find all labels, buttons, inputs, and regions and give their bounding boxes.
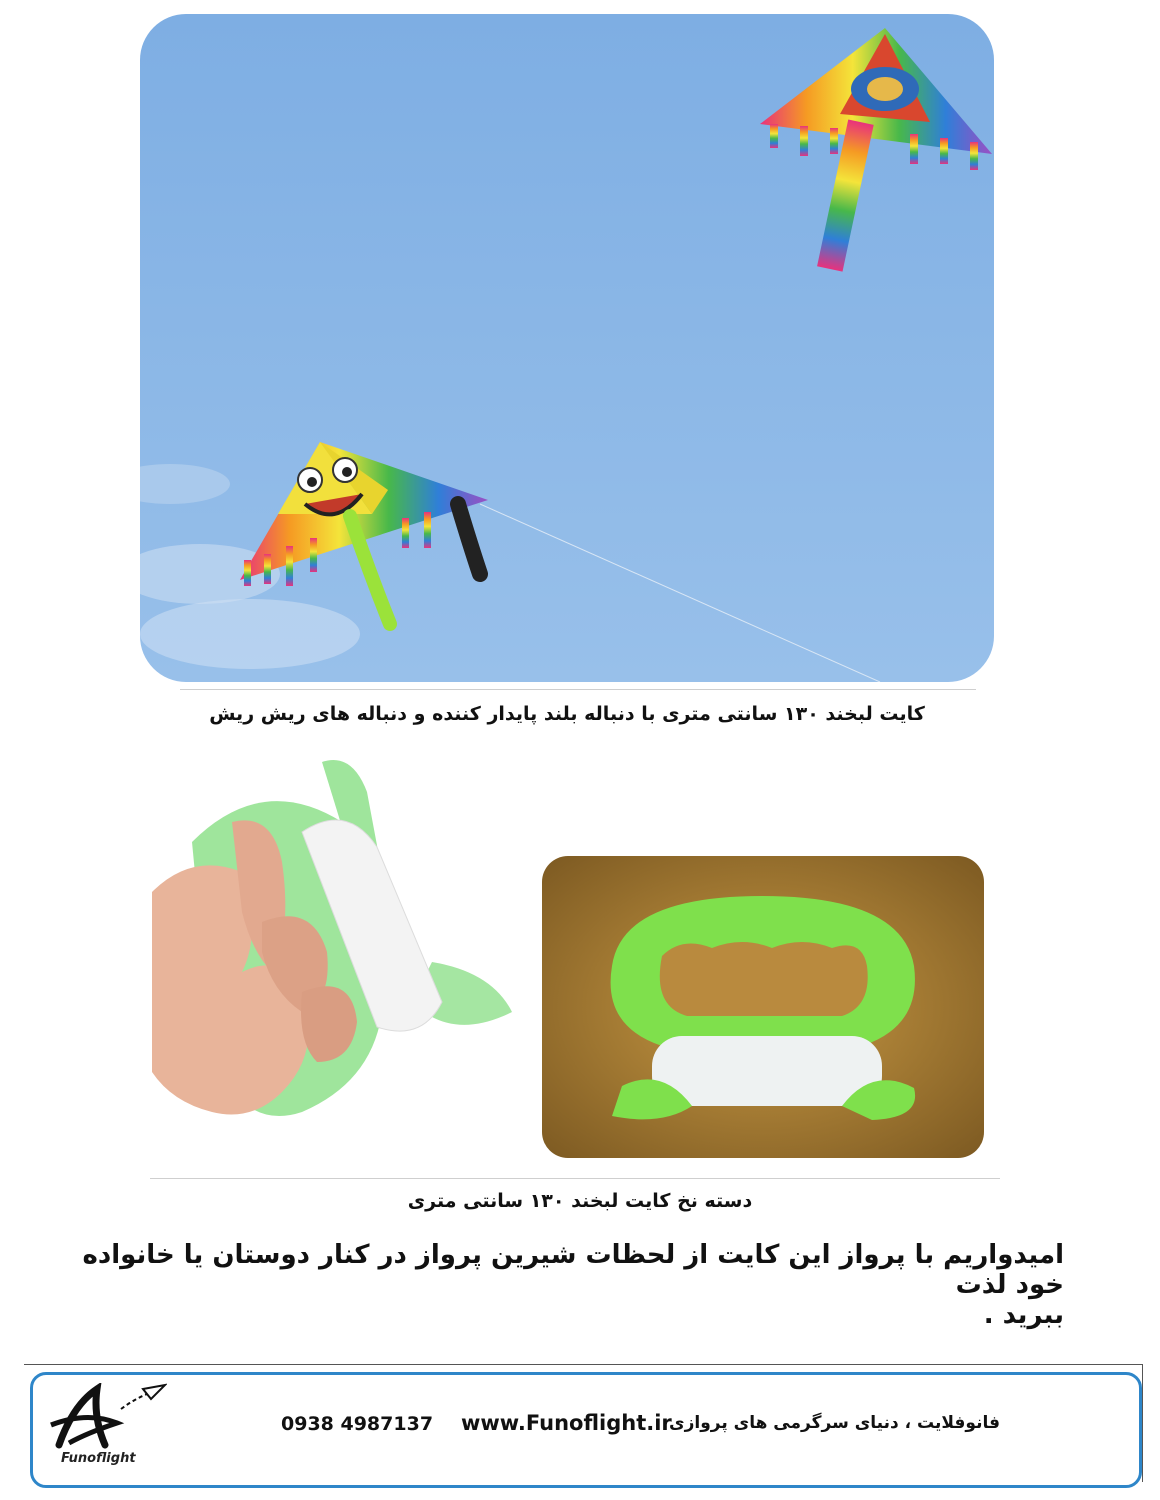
logo-text: Funoflight	[61, 1451, 136, 1466]
reel-caption: دسته نخ کایت لبخند ۱۳۰ سانتی متری	[407, 1190, 753, 1212]
footer-side-rule	[1142, 1364, 1143, 1482]
closing-line-1: امیدواریم با پرواز این کایت از لحظات شیرین پرواز در کنار دوستان یا خانواده خود لذت	[82, 1240, 1064, 1300]
footer-slogan: فانوفلایت ، دنیای سرگرمی های پروازی	[669, 1413, 1000, 1433]
paper-plane-logo-icon	[47, 1383, 167, 1453]
kite-caption: کایت لبخند ۱۳۰ سانتی متری با دنباله بلند پایدار کننده و دنباله های ریش ریش	[209, 703, 925, 725]
hand-holding-reel-photo	[152, 752, 532, 1170]
caption-divider-bottom	[150, 1178, 1000, 1179]
funoflight-logo	[47, 1383, 167, 1473]
caption-divider-top	[180, 689, 976, 690]
website-link[interactable]: www.Funoflight.ir	[461, 1411, 672, 1435]
footer-box	[30, 1372, 1142, 1488]
closing-line-2: ببرید .	[983, 1300, 1064, 1330]
reel-on-table-photo	[542, 856, 984, 1158]
footer-top-rule	[24, 1364, 1142, 1365]
phone-number: 0938 4987137	[281, 1413, 434, 1435]
kites-in-sky-photo	[140, 14, 994, 682]
